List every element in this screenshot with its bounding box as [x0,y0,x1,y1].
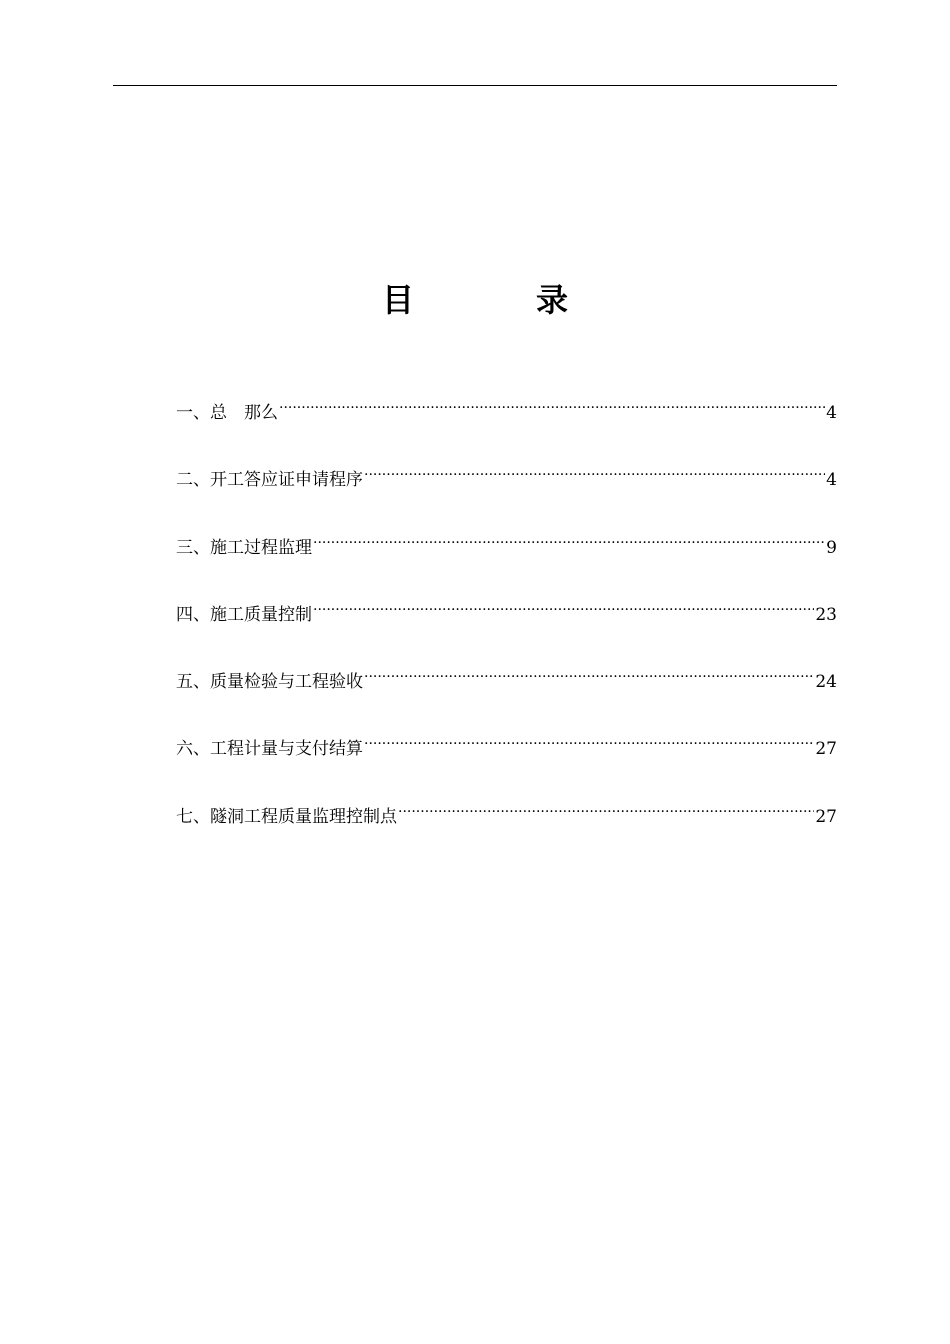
toc-entry-label: 六、工程计量与支付结算 [176,739,363,760]
toc-dot-leader [364,726,814,754]
toc-entry-label: 一、总 那么 [176,403,278,423]
toc-entry[interactable] [176,457,837,524]
toc-entry-page: 27 [815,806,837,827]
toc-title-char-1: 目 [382,281,415,319]
header-rule [113,85,837,86]
toc-dot-leader [313,525,825,553]
toc-entry-page: 4 [826,470,837,491]
toc-entry[interactable] [176,525,837,592]
toc-entry-label: 二、开工答应证申请程序 [176,470,363,491]
toc-dot-leader [364,659,814,687]
toc-entry-page: 9 [826,537,837,558]
toc-title [0,278,950,322]
toc-dot-leader [364,457,825,485]
toc-entry-label: 四、施工质量控制 [176,604,312,625]
toc-entry-page: 24 [815,672,837,693]
toc-dot-leader [398,794,814,822]
toc-entry-label: 七、隧洞工程质量监理控制点 [176,806,397,827]
toc-entry[interactable] [176,726,837,793]
toc-entry[interactable] [176,390,837,457]
toc-entry-page: 4 [826,403,837,423]
toc-dot-leader [313,592,814,620]
toc-entry-page: 27 [815,739,837,760]
toc-entry-label: 五、质量检验与工程验收 [176,672,363,693]
toc-entry-page: 23 [815,604,837,625]
toc-entry[interactable] [176,794,837,861]
toc-dot-leader [279,390,825,418]
toc-list [176,390,837,861]
toc-entry[interactable] [176,592,837,659]
toc-entry-label: 三、施工过程监理 [176,537,312,558]
toc-entry[interactable] [176,659,837,726]
toc-title-char-2: 录 [536,281,569,319]
